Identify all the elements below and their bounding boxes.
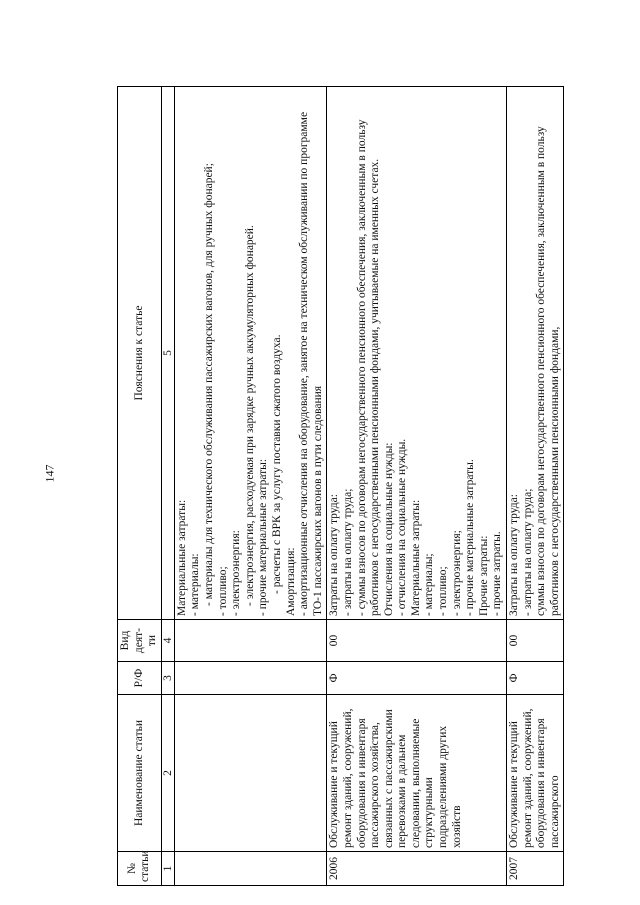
explanation-cell <box>507 87 564 620</box>
column-number: 4 <box>161 620 174 662</box>
item-name-cell <box>174 695 327 852</box>
explanation-line: - отчисления на социальные нужды. <box>396 438 409 616</box>
item-name-cell: Обслуживание и текущий ремонт зданий, сооружений, оборудования и инвентаря пассажирского хозяйства, связанных с пассажирскими перевозками в дальнем следовании, выполняемые структурными подразделениями других хозяйств <box>327 695 507 852</box>
explanation-line: - суммы взносов по договорам негосударственного пенсионного обеспечения, заключенным в пользу работников с негосударственными пенсионными фондами, учитываемые на именных счетах. <box>355 119 382 616</box>
item-number-cell: 2006 <box>327 852 507 886</box>
item-name-cell: Обслуживание и текущий ремонт зданий, сооружений, оборудования и инвентаря пассажирского <box>507 695 564 852</box>
explanation-line: - топливо; <box>437 566 450 616</box>
explanation-line: - топливо; <box>216 566 229 616</box>
column-number-row <box>161 87 174 886</box>
page-number: 147 <box>42 464 57 483</box>
header-rf: Р/Ф <box>118 662 162 695</box>
explanation-line: - амортизационные отчисления на оборудование, занятое на техническом обслуживании по программе ТО-1 пассажирских вагонов в пути следования <box>298 111 324 616</box>
explanation-line: Материальные затраты: <box>175 499 188 616</box>
explanation-line: - электроэнергия, расходуемая при зарядке ручных аккумуляторных фонарей. <box>243 225 256 606</box>
explanation-line: - электроэнергия; <box>450 530 463 616</box>
explanation-line: - электроэнергия: <box>230 530 243 616</box>
activity-type-cell: 00 <box>507 620 564 662</box>
explanation-line: - материалы; <box>423 553 436 616</box>
explanation-line: - затраты на оплату труда; <box>341 488 354 616</box>
header-item-number: № статьи <box>118 852 162 886</box>
explanation-line: - расчеты с ВРК за услугу поставки сжатого воздуха. <box>270 334 283 594</box>
activity-type-cell <box>174 620 327 662</box>
expense-items-table <box>117 86 564 886</box>
table-header-row <box>118 87 162 886</box>
explanation-line: - прочие материальные затраты. <box>464 459 477 616</box>
rf-cell: Ф <box>327 662 507 695</box>
table-body <box>174 87 564 886</box>
explanation-line: Затраты на оплату труда: <box>328 494 341 616</box>
explanation-line: Прочие затраты: <box>477 535 490 616</box>
column-number: 1 <box>161 852 174 886</box>
explanation-line: Амортизация: <box>284 547 297 616</box>
explanation-line: - затраты на оплату труда; <box>521 488 534 616</box>
table-row <box>174 87 327 886</box>
explanation-line: Материальные затраты: <box>409 499 422 616</box>
column-number: 2 <box>161 695 174 852</box>
column-number: 3 <box>161 662 174 695</box>
explanation-line: - материалы: <box>189 553 202 616</box>
explanation-line: - прочие затраты. <box>491 531 504 616</box>
rf-cell: Ф <box>507 662 564 695</box>
item-number-cell: 2007 <box>507 852 564 886</box>
table-row <box>507 87 564 886</box>
explanation-line: Затраты на оплату труда: <box>508 494 521 616</box>
header-item-name: Наименование статьи <box>118 695 162 852</box>
item-number-cell <box>174 852 327 886</box>
activity-type-cell: 00 <box>327 620 507 662</box>
explanation-line: - прочие материальные затраты: <box>257 458 270 616</box>
explanation-cell <box>174 87 327 620</box>
explanation-cell <box>327 87 507 620</box>
table-row <box>327 87 507 886</box>
rotated-table-wrapper <box>117 86 617 886</box>
column-number: 5 <box>161 87 174 620</box>
explanation-line: - материалы для технического обслуживания пассажирских вагонов, для ручных фонарей; <box>202 163 215 606</box>
header-explanation: Пояснения к статье <box>118 87 162 620</box>
explanation-line: суммы взносов по договорам негосударственного пенсионного обеспечения, заключенным в пользу работников с негосударственными пенсионными фондами, <box>535 126 561 616</box>
explanation-line: Отчисления на социальные нужды: <box>382 442 395 616</box>
header-activity-type: Вид деят-ти <box>118 620 162 662</box>
rf-cell <box>174 662 327 695</box>
